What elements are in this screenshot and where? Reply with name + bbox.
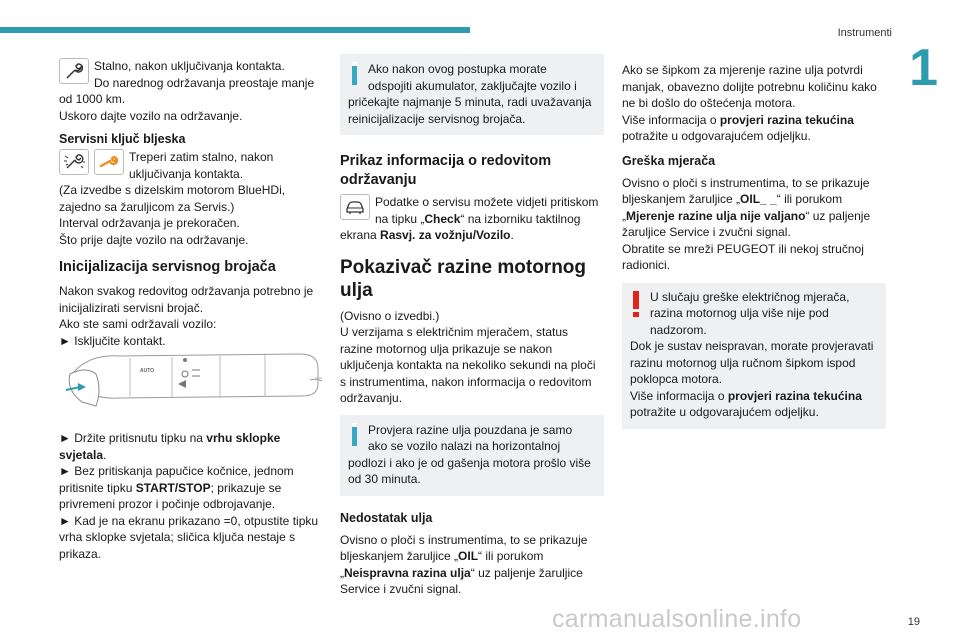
display-heading: Prikaz informacija o redovitom održavanju [340, 153, 552, 188]
col3-text-2: Više informacija o provjeri razina tekućina potražite u odgovarajućem odjeljku. [622, 112, 854, 143]
column-1 [59, 58, 321, 349]
oil-text-1: (Ovisno o izvedbi.) [340, 308, 440, 323]
wrench-orange-icon [94, 149, 124, 175]
step-2: ► Držite pritisnutu tipku na vrhu sklopke svjetala. [59, 431, 281, 462]
section-title: Instrumenti [837, 27, 892, 39]
gauge-text-2: Obratite se mreži PEUGEOT ili nekoj stručnoj radionici. [622, 241, 864, 272]
column-1-steps [59, 430, 321, 562]
column-2 [340, 54, 604, 598]
gauge-text: Ovisno o ploči s instrumentima, to se prikazuje bljeskanjem žaruljice „OIL_ _“ ili porukom „Mjerenje razine ulja nije valjano“ uz paljenje žaruljice Service i zvučni signal. [622, 175, 871, 239]
watermark: carmanualsonline.info [552, 605, 802, 633]
warning-icon [630, 289, 644, 323]
column-3 [622, 62, 886, 429]
display-block: Podatke o servisu možete vidjeti pritiskom na tipku „Check“ na izborniku taktilnog ekrana Rasvj. za vožnju/Vozilo. [340, 195, 599, 242]
reset-heading: Inicijalizacija servisnog brojača [59, 259, 276, 275]
wrench-icon [59, 58, 89, 84]
header-accent-bar [0, 27, 470, 33]
flash-text-4: Što prije dajte vozilo na održavanje. [59, 232, 249, 247]
car-icon [340, 194, 370, 220]
col3-text-1: Ako se šipkom za mjerenje razine ulja potvrdi manjak, obavezno dolijte potrebnu količinu kako ne bi došlo do oštećenja motora. [622, 63, 877, 110]
info-box-2: Provjera razine ulja pouzdana je samo ako se vozilo nalazi na horizontalnoj podlozi i ako je od gašenja motora prošlo više od 30 minuta. [340, 415, 604, 496]
info-icon [348, 422, 362, 452]
lack-heading: Nedostatak ulja [340, 510, 433, 525]
auto-label: AUTO [140, 368, 155, 374]
gauge-heading: Greška mjerača [622, 153, 716, 168]
wrench-text-1: Stalno, nakon uključivanja kontakta. [94, 59, 285, 73]
reset-text-2: Ako ste sami održavali vozilo: [59, 317, 217, 331]
flash-text-1: Treperi zatim stalno, nakon uključivanja kontakta. [129, 150, 274, 181]
step-3: ► Bez pritiskanja papučice kočnice, jednom pritisnite tipku START/STOP; prikazuje se privremeni prozor i počinje odbrojavanje. [59, 464, 294, 511]
wrench-text-3: Uskoro dajte vozilo na održavanje. [59, 108, 243, 123]
step-1: ► Isključite kontakt. [59, 333, 166, 348]
reset-text-1: Nakon svakog redovitog održavanja potrebno je inicijalizirati servisni brojač. [59, 284, 314, 315]
light-stalk-illustration [60, 350, 322, 422]
flash-text-2: (Za izvedbe s dizelskim motorom BlueHDi, zajedno sa žaruljicom za Servis.) [59, 183, 286, 214]
warning-box: U slučaju greške električnog mjerača, razina motornog ulja više nije pod nadzorom. Dok je sustav neispravan, morate provjeravati razinu motornog ulja ručnom šipkom ispod poklopca motora. Više informacija o provjeri razina tekućina potražite u odgovarajućem odjeljku. [622, 283, 886, 429]
flash-block [59, 149, 321, 248]
flash-text-3: Interval održavanja je prekoračen. [59, 216, 240, 230]
wrench-text-2: Do narednog održavanja preostaje manje od 1000 km. [59, 75, 315, 106]
wrench-block [59, 58, 321, 124]
info-icon [348, 61, 362, 91]
chapter-number: 1 [909, 39, 938, 97]
flash-heading: Servisni ključ bljeska [59, 132, 186, 146]
lack-text: Ovisno o ploči s instrumentima, to se prikazuje bljeskanjem žaruljice „OIL“ ili porukom „Neispravna razina ulja“ uz paljenje žaruljice Service i zvučni signal. [340, 532, 588, 596]
oil-heading: Pokazivač razine motornog ulja [340, 256, 587, 301]
step-4: ► Kad je na ekranu prikazano =0, otpustite tipku vrha sklopke svjetala; sličica ključa nestaje s prikaza. [59, 513, 319, 561]
oil-text-2: U verzijama s električnim mjeračem, status razine motornog ulja prikazuje se nakon uključenja kontakta na nekoliko sekundi na ploči s instrumentima, nakon informacija o redovitom održavanju. [340, 325, 596, 405]
info-box-1: Ako nakon ovog postupka morate odspojiti akumulator, zaključajte vozilo i pričekajte najmanje 5 minuta, radi uvažavanja reinicijalizacije servisnog brojača. [340, 54, 604, 135]
page-number: 19 [907, 616, 920, 628]
wrench-flash-icon [59, 149, 89, 175]
